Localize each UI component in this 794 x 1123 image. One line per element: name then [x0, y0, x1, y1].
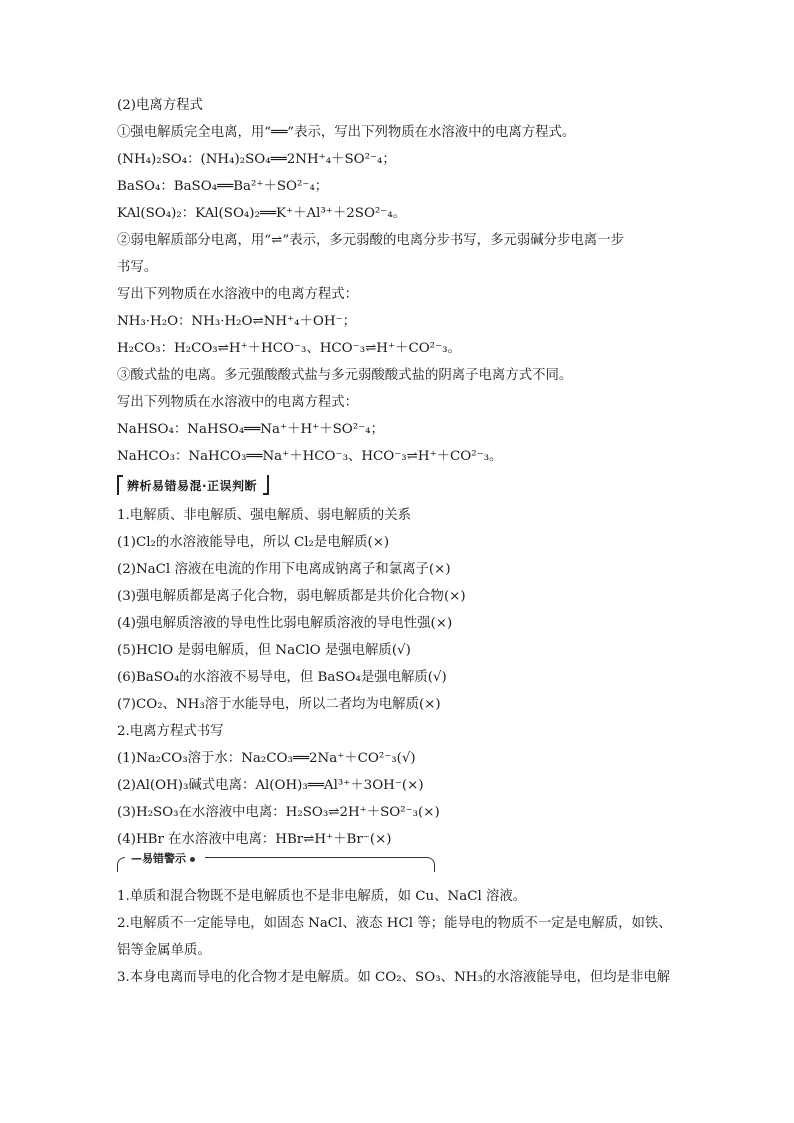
weak-electrolyte-intro-cont: 书写。: [117, 260, 158, 275]
equation-line: NaHCO₃：NaHCO₃══Na⁺＋HCO⁻₃、HCO⁻₃⇌H⁺＋CO²⁻₃。: [117, 449, 503, 464]
list-item: (4)强电解质溶液的导电性比弱电解质溶液的导电性强(×): [117, 616, 453, 631]
warning-line: 2.电解质不一定能导电，如固态 NaCl、液态 HCl 等；能导电的物质不一定是电解质，如铁、: [117, 916, 672, 931]
section-heading: (2)电离方程式: [117, 98, 203, 113]
warning-line: 1.单质和混合物既不是电解质也不是非电解质，如 Cu、NaCl 溶液。: [117, 889, 527, 904]
equation-line: NH₃·H₂O：NH₃·H₂O⇌NH⁺₄＋OH⁻；: [117, 314, 357, 329]
banner-bracket-right: [263, 475, 269, 495]
warning-line: 3.本身电离而导电的化合物才是电解质。如 CO₂、SO₃、NH₃的水溶液能导电，但均是非电解: [117, 970, 671, 985]
equation-line: (NH₄)₂SO₄：(NH₄)₂SO₄══2NH⁺₄＋SO²⁻₄；: [117, 152, 396, 167]
banner-title: 辨析易错易混·正误判断: [127, 478, 258, 493]
prompt-text: 写出下列物质在水溶液中的电离方程式：: [117, 287, 359, 302]
list-item: (3)强电解质都是离子化合物，弱电解质都是共价化合物(×): [117, 589, 466, 604]
warning-title: 易错警示: [142, 852, 186, 865]
list-item: (7)CO₂、NH₃溶于水能导电，所以二者均为电解质(×): [117, 697, 441, 712]
judgement-banner: [117, 472, 687, 498]
equation-line: KAl(SO₄)₂：KAl(SO₄)₂══K⁺＋Al³⁺＋2SO²⁻₄。: [117, 206, 407, 221]
document-page: [117, 92, 687, 991]
list-item: (5)HClO 是弱电解质，但 NaClO 是强电解质(√): [117, 643, 411, 658]
list-item: (4)HBr 在水溶液中电离：HBr⇌H⁺＋Br⁻(×): [117, 832, 392, 847]
prompt-text: 写出下列物质在水溶液中的电离方程式：: [117, 395, 359, 410]
list-item: (2)Al(OH)₃碱式电离：Al(OH)₃══Al³⁺＋3OH⁻(×): [117, 778, 424, 793]
list-item: (2)NaCl 溶液在电流的作用下电离成钠离子和氯离子(×): [117, 562, 451, 577]
warning-title-wrap: —易错警示: [125, 850, 205, 866]
part2-title: 2.电离方程式书写: [117, 724, 224, 739]
acid-salt-intro: ③酸式盐的电离。多元强酸酸式盐与多元弱酸酸式盐的阴离子电离方式不同。: [117, 368, 573, 383]
list-item: (1)Cl₂的水溶液能导电，所以 Cl₂是电解质(×): [117, 535, 390, 550]
list-item: (1)Na₂CO₃溶于水：Na₂CO₃══2Na⁺＋CO²⁻₃(√): [117, 751, 416, 766]
equation-line: NaHSO₄：NaHSO₄══Na⁺＋H⁺＋SO²⁻₄；: [117, 422, 384, 437]
warning-box-header: [117, 852, 687, 883]
weak-electrolyte-intro: ②弱电解质部分电离，用“⇌”表示，多元弱酸的电离分步书写，多元弱碱分步电离一步: [117, 233, 624, 248]
bullet-icon: [190, 857, 195, 862]
list-item: (3)H₂SO₃在水溶液中电离：H₂SO₃⇌2H⁺＋SO²⁻₃(×): [117, 805, 440, 820]
equation-line: H₂CO₃：H₂CO₃⇌H⁺＋HCO⁻₃、HCO⁻₃⇌H⁺＋CO²⁻₃。: [117, 341, 461, 356]
strong-electrolyte-intro: ①强电解质完全电离，用“══”表示，写出下列物质在水溶液中的电离方程式。: [117, 125, 576, 140]
list-item: (6)BaSO₄的水溶液不易导电，但 BaSO₄是强电解质(√): [117, 670, 447, 685]
equation-line: BaSO₄：BaSO₄══Ba²⁺＋SO²⁻₄；: [117, 179, 329, 194]
warning-line: 铝等金属单质。: [117, 943, 211, 958]
part1-title: 1.电解质、非电解质、强电解质、弱电解质的关系: [117, 508, 411, 523]
